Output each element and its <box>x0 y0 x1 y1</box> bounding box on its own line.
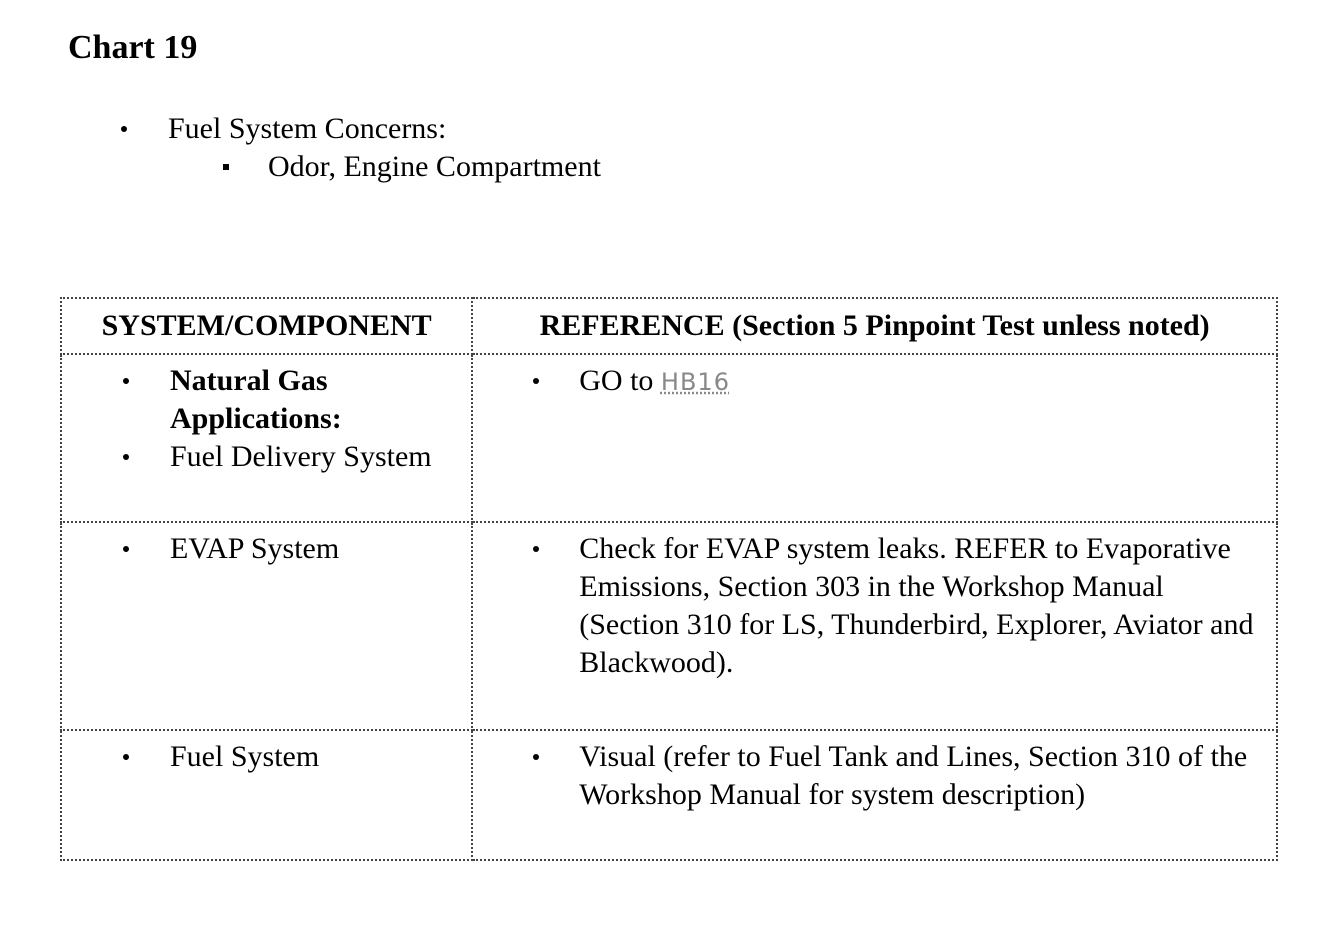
system-label: Natural Gas Applications: <box>170 364 342 435</box>
reference-list <box>473 355 1276 401</box>
system-label: Fuel System <box>170 740 320 773</box>
system-cell <box>61 354 472 522</box>
table-header-row <box>61 298 1277 354</box>
reference-table <box>60 297 1278 861</box>
page-title: Chart 19 <box>68 29 198 66</box>
bullet-icon <box>533 546 539 552</box>
header-system-component: SYSTEM/COMPONENT <box>61 298 472 354</box>
bullet-icon <box>121 126 127 132</box>
bullet-icon <box>123 378 129 384</box>
reference-cell <box>472 522 1277 730</box>
concern-category-label: Fuel System Concerns: <box>168 112 447 145</box>
list-item <box>62 438 471 476</box>
bullet-icon <box>123 454 129 460</box>
reference-cell <box>472 354 1277 522</box>
system-cell <box>61 522 472 730</box>
list-item <box>62 362 471 438</box>
reference-list <box>473 731 1276 814</box>
reference-text: GO to <box>579 364 661 397</box>
concern-list <box>0 110 1328 186</box>
system-list <box>62 523 471 568</box>
hb16-link[interactable]: HB16 <box>660 368 730 396</box>
table-row <box>61 730 1277 860</box>
reference-text: Check for EVAP system leaks. REFER to Evaporative Emissions, Section 303 in the Workshop Manual (Section 310 for LS, Thunderbird, Explorer, Aviator and Blackwood). <box>579 532 1254 679</box>
reference-text: Visual (refer to Fuel Tank and Lines, Section 310 of the Workshop Manual for system description) <box>579 740 1248 811</box>
concern-item-label: Odor, Engine Compartment <box>268 150 601 183</box>
system-label: EVAP System <box>170 532 340 565</box>
table-row <box>61 522 1277 730</box>
square-bullet-icon <box>223 164 229 170</box>
reference-list <box>473 523 1276 682</box>
reference-cell <box>472 730 1277 860</box>
list-item <box>473 362 1276 401</box>
table-row <box>61 354 1277 522</box>
concern-item <box>0 148 1328 186</box>
list-item <box>62 530 471 568</box>
bullet-icon <box>533 378 539 384</box>
bullet-icon <box>123 546 129 552</box>
header-reference: REFERENCE (Section 5 Pinpoint Test unless noted) <box>472 298 1277 354</box>
list-item <box>473 530 1276 682</box>
system-list <box>62 731 471 776</box>
list-item <box>62 738 471 776</box>
system-list <box>62 355 471 476</box>
system-cell <box>61 730 472 860</box>
bullet-icon <box>123 754 129 760</box>
bullet-icon <box>533 754 539 760</box>
list-item <box>473 738 1276 814</box>
concern-category <box>0 110 1328 148</box>
system-label: Fuel Delivery System <box>170 440 432 473</box>
